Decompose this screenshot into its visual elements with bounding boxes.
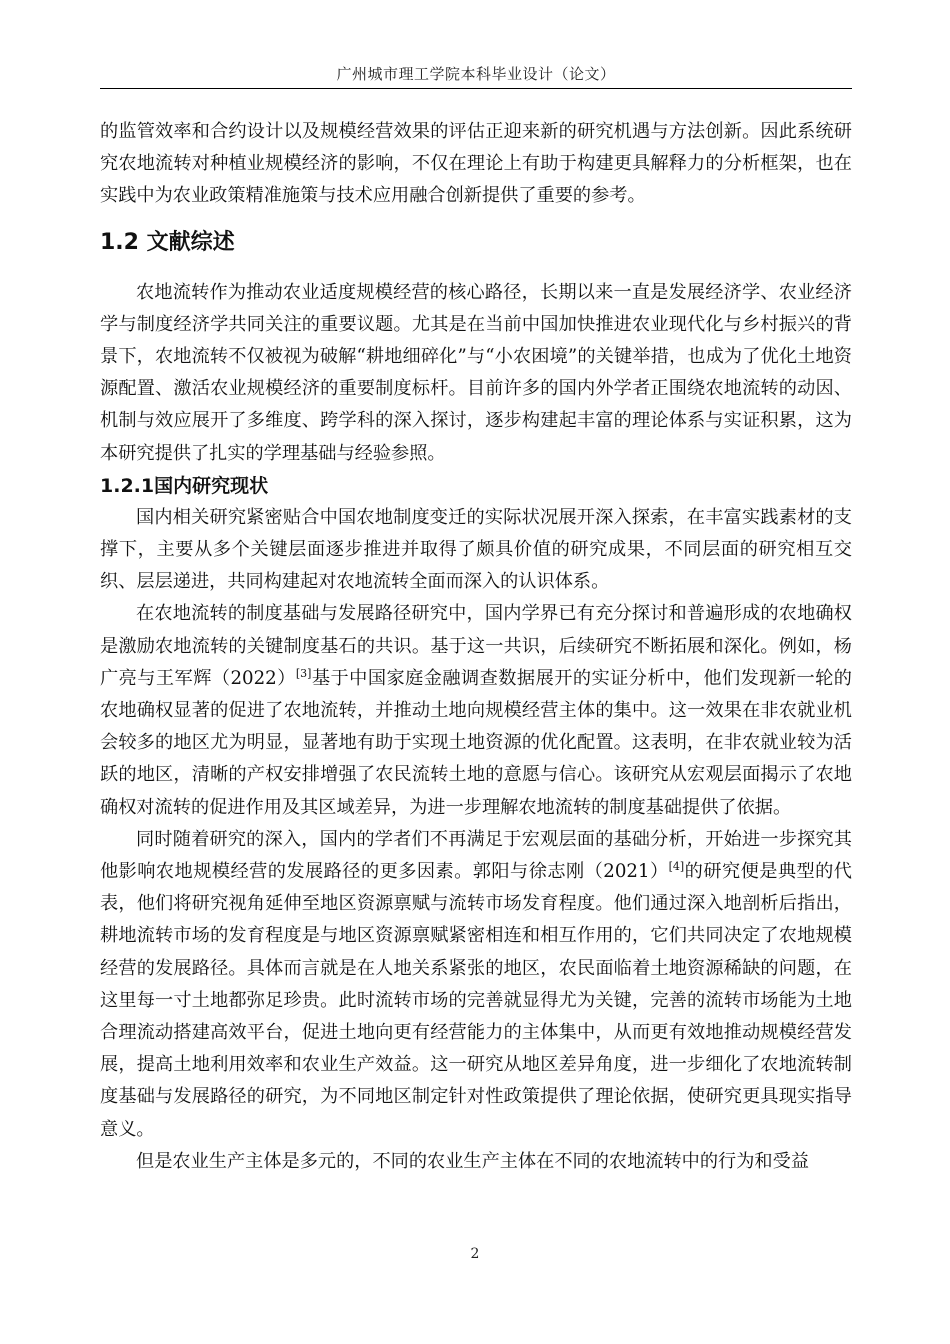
paragraph-domestic-overview: 国内相关研究紧密贴合中国农地制度变迁的实际状况展开深入探索，在丰富实践素材的支撑下，主要从多个关键层面逐步推进并取得了颇具价值的研究成果，不同层面的研究相互交织、层层递进，共同构建起对农地流转全面而深入的认识体系。 xyxy=(100,506,852,593)
paragraph-literature-intro: 农地流转作为推动农业适度规模经营的核心路径，长期以来一直是发展经济学、农业经济学与制度经济学共同关注的重要议题。尤其是在当前中国加快推进农业现代化与乡村振兴的背景下，农地流转不仅被视为破解“耕地细碎化”与“小农困境”的关键举措，也成为了优化土地资源配置、激活农业规模经济的重要制度标杆。目前许多的国内外学者正围绕农地流转的动因、机制与效应展开了多维度、跨学科的深入探讨，逐步构建起丰富的理论体系与实证积累，这为本研究提供了扎实的学理基础与经验参照。 xyxy=(100,281,852,464)
page-body xyxy=(100,116,852,1178)
subsection-heading: 1.2.1国内研究现状 xyxy=(100,474,269,497)
paragraph-land-rights xyxy=(100,598,852,823)
paragraph-regional-factors xyxy=(100,824,852,1146)
running-header: 广州城市理工学院本科毕业设计（论文） xyxy=(336,65,616,83)
header-divider xyxy=(100,88,852,89)
paragraph-text: 基于中国家庭金融调查数据展开的实证分析中，他们发现新一轮的农地确权显著的促进了农地流转，并推动土地向规模经营主体的集中。这一效果在非农就业机会较多的地区尤为明显，显著地有助于实现土地资源的优化配置。这表明，在非农就业较为活跃的地区，清晰的产权安排增强了农民流转土地的意愿与信心。该研究从宏观层面揭示了农地确权对流转的促进作用及其区域差异，为进一步理解农地流转的制度基础提供了依据。 xyxy=(100,667,852,818)
paragraph-text: 同时随着研究的深入，国内的学者们不再满足于宏观层面的基础分析，开始进一步探究其他影响农地规模经营的发展路径的更多因素。郭阳与徐志刚（2021） xyxy=(100,828,852,883)
section-heading: 1.2 文献综述 xyxy=(100,229,235,255)
paragraph-production-subjects: 但是农业生产主体是多元的，不同的农业生产主体在不同的农地流转中的行为和受益 xyxy=(136,1150,809,1172)
paragraph-text: 的研究便是典型的代表，他们将研究视角延伸至地区资源禀赋与流转市场发育程度。他们通过深入地剖析后指出，耕地流转市场的发育程度是与地区资源禀赋紧密相连和相互作用的，它们共同决定了农地规模经营的发展路径。具体而言就是在人地关系紧张的地区，农民面临着土地资源稀缺的问题，在这里每一寸土地都弥足珍贵。此时流转市场的完善就显得尤为关键，完善的流转市场能为土地合理流动搭建高效平台，促进土地向更有经营能力的主体集中，从而更有效地推动规模经营发展，提高土地利用效率和农业生产效益。这一研究从地区差异角度，进一步细化了农地流转制度基础与发展路径的研究，为不同地区制定针对性政策提供了理论依据，使研究更具现实指导意义。 xyxy=(100,861,852,1140)
paragraph-continuation: 的监管效率和合约设计以及规模经营效果的评估正迎来新的研究机遇与方法创新。因此系统研究农地流转对种植业规模经济的影响，不仅在理论上有助于构建更具解释力的分析框架，也在实践中为农业政策精准施策与技术应用融合创新提供了重要的参考。 xyxy=(100,121,852,207)
paragraph-text: 在农地流转的制度基础与发展路径研究中，国内学界已有充分探讨和普遍形成的农地确权是激励农地流转的关键制度基石的共识。基于这一共识，后续研究不断拓展和深化。例如，杨广亮与王军辉（2022） xyxy=(100,603,852,689)
citation-ref: [4] xyxy=(668,860,685,873)
citation-ref: [3] xyxy=(295,666,312,680)
page-number: 2 xyxy=(470,1246,480,1262)
